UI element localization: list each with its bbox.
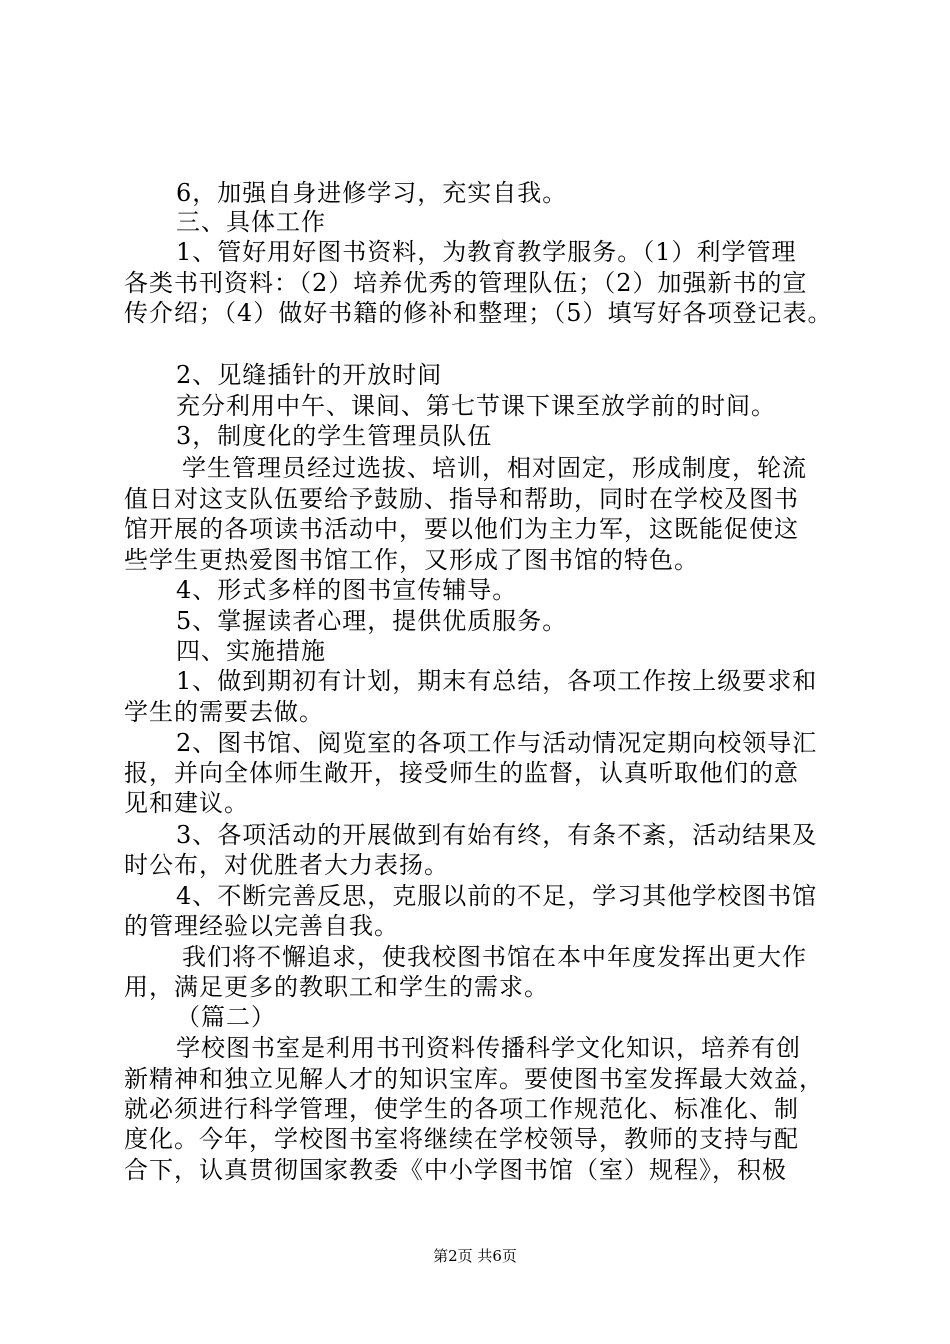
text-line: 值日对这支队伍要给予鼓励、指导和帮助，同时在学校及图书 (124, 485, 799, 513)
text-line: 1、管好用好图书资料，为教育教学服务。（1）利学管理 (176, 238, 797, 266)
text-line: 就必须进行科学管理，使学生的各项工作规范化、标准化、制 (124, 1095, 799, 1123)
text-line: 传介绍；（4）做好书籍的修补和整理；（5）填写好各项登记表。 (124, 299, 833, 327)
text-line: 5、掌握读者心理，提供优质服务。 (176, 607, 568, 635)
text-line: 充分利用中午、课间、第七节课下课至放学前的时间。 (176, 392, 776, 420)
text-line: 用，满足更多的教职工和学生的需求。 (124, 973, 549, 1001)
text-line: 的管理经验以完善自我。 (124, 912, 399, 940)
text-line: 3、各项活动的开展做到有始有终，有条不紊，活动结果及 (176, 821, 818, 849)
text-line: 新精神和独立见解人才的知识宝库。要使图书室发挥最大效益， (124, 1065, 824, 1093)
text-line: 各类书刊资料：（2）培养优秀的管理队伍；（2）加强新书的宣 (124, 269, 808, 297)
text-line: 馆开展的各项读书活动中，要以他们为主力军，这既能促使这 (124, 515, 799, 543)
text-line: 报，并向全体师生敞开，接受师生的监督，认真听取他们的意 (124, 759, 799, 787)
text-line: 度化。今年，学校图书室将继续在学校领导，教师的支持与配 (124, 1125, 799, 1153)
text-line: 学校图书室是利用书刊资料传播科学文化知识，培养有创 (176, 1034, 801, 1062)
text-line: 我们将不懈追求，使我校图书馆在本中年度发挥出更大作 (182, 943, 807, 971)
text-line: 见和建议。 (124, 789, 249, 817)
text-line: 3，制度化的学生管理员队伍 (176, 422, 493, 450)
text-line: 4、形式多样的图书宣传辅导。 (176, 576, 518, 604)
text-line: 1、做到期初有计划，期末有总结，各项工作按上级要求和 (176, 667, 818, 695)
section-heading: 三、具体工作 (176, 208, 326, 236)
section-heading: 四、实施措施 (176, 637, 326, 665)
text-line: 4、不断完善反思，克服以前的不足，学习其他学校图书馆 (176, 882, 818, 910)
page-footer: 第2页 共6页 (433, 1247, 517, 1265)
subsection-label: （篇二） (176, 1003, 276, 1031)
text-line: 2、见缝插针的开放时间 (176, 361, 443, 389)
text-line: 时公布，对优胜者大力表扬。 (124, 851, 449, 879)
text-line: 2、图书馆、阅览室的各项工作与活动情况定期向校领导汇 (176, 729, 818, 757)
text-line: 6，加强自身进修学习，充实自我。 (176, 179, 568, 207)
text-line: 合下，认真贯彻国家教委《中小学图书馆（室）规程》，积极 (124, 1156, 787, 1184)
text-line: 学生管理员经过选拔、培训，相对固定，形成制度，轮流 (182, 454, 807, 482)
text-line: 学生的需要去做。 (124, 698, 324, 726)
text-line: 些学生更热爱图书馆工作，又形成了图书馆的特色。 (124, 546, 699, 574)
